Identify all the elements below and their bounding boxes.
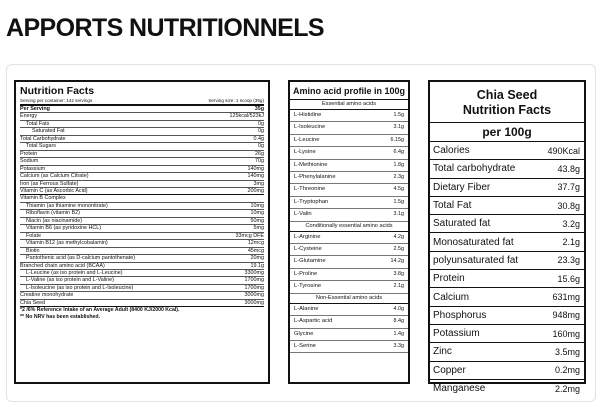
page-title: APPORTS NUTRITIONNELS bbox=[6, 14, 324, 42]
facts-row bbox=[20, 263, 264, 270]
amino-section-header: Essential amino acids bbox=[290, 100, 408, 110]
amino-row bbox=[290, 232, 408, 244]
chia-row bbox=[430, 380, 584, 397]
facts-value: 33mcg DFE bbox=[235, 232, 264, 239]
chia-row bbox=[430, 160, 584, 178]
facts-row bbox=[20, 188, 264, 195]
amino-value: 4.0g bbox=[393, 305, 404, 312]
facts-row bbox=[20, 285, 264, 292]
amino-row bbox=[290, 341, 408, 353]
chia-title-line2: Nutrition Facts bbox=[462, 103, 552, 117]
chia-row bbox=[430, 215, 584, 233]
amino-row bbox=[290, 269, 408, 281]
facts-row bbox=[20, 225, 264, 232]
chia-value: 490Kcal bbox=[547, 145, 580, 156]
amino-row bbox=[290, 147, 408, 159]
facts-label: Thiamin (as thiamine mononitrate) bbox=[26, 202, 108, 209]
amino-row bbox=[290, 160, 408, 172]
facts-label: Iron (as Ferrous Sulfate) bbox=[20, 180, 79, 187]
facts-label: Creatine monohydrate bbox=[20, 292, 74, 299]
amino-row bbox=[290, 304, 408, 316]
facts-row bbox=[20, 181, 264, 188]
amino-label: L-Arginine bbox=[294, 233, 321, 240]
facts-value: 200mg bbox=[247, 187, 264, 194]
chia-label: Protein bbox=[433, 273, 465, 285]
amino-value: 3.1g bbox=[393, 211, 404, 218]
amino-label: L-Phenylalanine bbox=[294, 174, 336, 181]
facts-row bbox=[20, 300, 264, 307]
amino-row bbox=[290, 110, 408, 122]
amino-value: 2.5g bbox=[393, 246, 404, 253]
amino-label: L-Methionine bbox=[294, 161, 328, 168]
facts-row bbox=[20, 143, 264, 150]
facts-label: Per Serving bbox=[20, 106, 50, 112]
facts-row bbox=[20, 218, 264, 225]
facts-value: 70g bbox=[255, 158, 264, 165]
amino-value: 1.8g bbox=[393, 161, 404, 168]
chia-seed-rows bbox=[430, 142, 584, 397]
chia-label: Monosaturated fat bbox=[433, 236, 514, 248]
facts-label: Biotin bbox=[26, 247, 40, 254]
amino-row bbox=[290, 281, 408, 293]
facts-label: Potassium bbox=[20, 165, 46, 172]
chia-label: Dietary Fiber bbox=[433, 181, 491, 193]
chia-row bbox=[430, 142, 584, 160]
facts-label: Vitamin C (as Ascorbic Acid) bbox=[20, 187, 88, 194]
facts-label: Total Sugars bbox=[26, 143, 56, 150]
amino-value: 6.15g bbox=[390, 136, 404, 143]
nutrition-facts-rows bbox=[20, 106, 264, 307]
chia-row bbox=[430, 288, 584, 306]
facts-value: 140mg bbox=[247, 165, 264, 172]
amino-label: L-Valin bbox=[294, 211, 312, 218]
amino-value: 14.2g bbox=[390, 258, 404, 265]
facts-value: 10mg bbox=[250, 210, 264, 217]
facts-value: 12mcg bbox=[247, 240, 264, 247]
chia-value: 23.3g bbox=[557, 255, 580, 266]
amino-value: 3.1g bbox=[393, 124, 404, 131]
amino-row bbox=[290, 122, 408, 134]
amino-label: L-Threonine bbox=[294, 186, 326, 193]
chia-value: 2.1g bbox=[562, 237, 580, 248]
chia-value: 3.2g bbox=[562, 218, 580, 229]
footnote-nrv: ** No NRV has been established. bbox=[20, 314, 101, 321]
amino-label: L-Isoleucine bbox=[294, 124, 326, 131]
amino-value: 1.5g bbox=[393, 112, 404, 118]
amino-label: L-Histidine bbox=[294, 112, 322, 118]
facts-value: 140mg bbox=[247, 173, 264, 180]
serving-size: Serving size: 1 scoop (35g) bbox=[208, 98, 264, 103]
chia-label: Potassium bbox=[433, 328, 480, 340]
amino-label: L-Alanine bbox=[294, 305, 319, 312]
facts-row bbox=[20, 240, 264, 247]
chia-value: 37.7g bbox=[557, 182, 580, 193]
amino-label: Glycine bbox=[294, 330, 314, 337]
chia-row bbox=[430, 197, 584, 215]
facts-label: L-Leucine (as iso protein and L-Leucine) bbox=[26, 269, 123, 276]
chia-label: Total carbohydrate bbox=[433, 163, 516, 175]
chia-label: Saturated fat bbox=[433, 218, 491, 230]
facts-row bbox=[20, 292, 264, 299]
amino-row bbox=[290, 172, 408, 184]
facts-label: L-Valine (as iso protein and L-Valine) bbox=[26, 277, 114, 284]
chia-value: 0.2mg bbox=[554, 365, 580, 376]
facts-value: 0.4g bbox=[253, 135, 264, 142]
nutrition-facts-panel bbox=[14, 80, 270, 384]
amino-label: L-Serine bbox=[294, 342, 316, 349]
chia-label: Calories bbox=[433, 145, 470, 157]
facts-label: Riboflavin (vitamin B2) bbox=[26, 210, 80, 217]
amino-row bbox=[290, 197, 408, 209]
amino-row bbox=[290, 244, 408, 256]
amino-label: L-Aspartic acid bbox=[294, 318, 333, 325]
amino-value: 4.5g bbox=[393, 186, 404, 193]
chia-value: 2.2mg bbox=[554, 383, 580, 394]
facts-label: Niacin (as niacinamide) bbox=[26, 217, 83, 224]
facts-label: Protein bbox=[20, 150, 38, 157]
amino-row bbox=[290, 135, 408, 147]
chia-value: 948mg bbox=[552, 310, 580, 321]
facts-value: 3300mg bbox=[244, 269, 264, 276]
amino-acid-panel bbox=[288, 80, 410, 384]
facts-value: 0g bbox=[258, 143, 264, 150]
amino-value: 3.3g bbox=[393, 342, 404, 349]
facts-value: 20mg bbox=[250, 255, 264, 262]
facts-label: L-Isoleucine (as iso protein and L-Isoleucine) bbox=[26, 284, 134, 291]
facts-label: Folate bbox=[26, 232, 41, 239]
facts-row bbox=[20, 151, 264, 158]
amino-row bbox=[290, 209, 408, 221]
facts-row bbox=[20, 255, 264, 262]
chia-value: 30.8g bbox=[557, 200, 580, 211]
amino-section-header: Conditionally essential amino acids bbox=[290, 222, 408, 232]
amino-row bbox=[290, 184, 408, 196]
facts-value: 1700mg bbox=[244, 284, 264, 291]
amino-value: 1.4g bbox=[393, 330, 404, 337]
facts-row bbox=[20, 113, 264, 120]
facts-row bbox=[20, 203, 264, 210]
facts-row bbox=[20, 248, 264, 255]
amino-value: 1.5g bbox=[393, 198, 404, 205]
chia-label: Manganese bbox=[433, 383, 486, 394]
facts-label: Vitamin B6 (as pyridoxine HCL) bbox=[26, 225, 102, 232]
facts-label: Total Carbohydrate bbox=[20, 135, 66, 142]
serving-info bbox=[20, 97, 264, 106]
chia-seed-title bbox=[430, 82, 584, 122]
facts-value: 5mg bbox=[253, 225, 264, 232]
amino-label: L-Tryptophan bbox=[294, 198, 329, 205]
chia-per-100g: per 100g bbox=[430, 122, 584, 142]
facts-value: 45mcg bbox=[247, 247, 264, 254]
chia-row bbox=[430, 343, 584, 361]
amino-label: L-Proline bbox=[294, 270, 318, 277]
facts-label: Branched chain amino acid (BCAA) bbox=[20, 262, 105, 269]
facts-label: Vitamin B Complex bbox=[20, 195, 66, 202]
facts-row bbox=[20, 277, 264, 284]
facts-label: Total Fats bbox=[26, 120, 50, 127]
amino-value: 4.2g bbox=[393, 233, 404, 240]
facts-value: 19.1g bbox=[250, 262, 264, 269]
chia-row bbox=[430, 362, 584, 380]
chia-row bbox=[430, 252, 584, 270]
amino-value: 6.4g bbox=[393, 149, 404, 156]
chia-value: 43.8g bbox=[557, 163, 580, 174]
amino-value: 2.1g bbox=[393, 283, 404, 290]
facts-label: Pantothenic acid (as D-calcium pantothenate) bbox=[26, 255, 136, 262]
facts-label: Saturated Fat bbox=[32, 128, 65, 135]
amino-value: 2.3g bbox=[393, 174, 404, 181]
facts-row bbox=[20, 158, 264, 165]
facts-label: Energy bbox=[20, 113, 38, 120]
chia-seed-panel bbox=[428, 80, 586, 394]
facts-label: Chia Seed bbox=[20, 299, 46, 306]
facts-label: Sodium bbox=[20, 158, 39, 165]
chia-label: Phosphorus bbox=[433, 309, 487, 321]
chia-row bbox=[430, 233, 584, 251]
chia-row bbox=[430, 307, 584, 325]
chia-value: 160mg bbox=[552, 328, 580, 339]
amino-row bbox=[290, 256, 408, 268]
amino-row bbox=[290, 316, 408, 328]
facts-value: 50mg bbox=[250, 217, 264, 224]
nutrition-facts-title: Nutrition Facts bbox=[20, 85, 95, 97]
facts-label: Calcium (as Calcium Citrate) bbox=[20, 173, 89, 180]
chia-value: 15.6g bbox=[557, 273, 580, 284]
chia-label: Zinc bbox=[433, 346, 452, 358]
facts-row bbox=[20, 121, 264, 128]
facts-value: 0g bbox=[258, 128, 264, 135]
amino-value: 3.8g bbox=[393, 270, 404, 277]
chia-value: 3.5mg bbox=[554, 346, 580, 357]
facts-value: 3000mg bbox=[244, 299, 264, 306]
chia-label: polyunsaturated fat bbox=[433, 254, 519, 266]
amino-label: L-Lysine bbox=[294, 149, 316, 156]
amino-acid-rows bbox=[290, 100, 408, 353]
chia-label: Calcium bbox=[433, 291, 470, 303]
facts-row bbox=[20, 270, 264, 277]
facts-value: 10mg bbox=[250, 202, 264, 209]
facts-row bbox=[20, 233, 264, 240]
facts-label: Vitamin B12 (as methylcobalamin) bbox=[26, 240, 108, 247]
chia-label: Total Fat bbox=[433, 200, 472, 212]
chia-label: Copper bbox=[433, 364, 466, 376]
facts-value: 3000mg bbox=[244, 292, 264, 299]
chia-title-line1: Chia Seed bbox=[476, 88, 538, 102]
facts-row bbox=[20, 128, 264, 135]
amino-label: L-Glutamine bbox=[294, 258, 326, 265]
facts-value: 26g bbox=[255, 150, 264, 157]
amino-value: 8.4g bbox=[393, 318, 404, 325]
facts-value: 35g bbox=[254, 106, 264, 112]
facts-value: 1700mg bbox=[244, 277, 264, 284]
servings-per-container: Serving per container: 142 servings bbox=[20, 98, 93, 103]
amino-row bbox=[290, 329, 408, 341]
chia-value: 631mg bbox=[552, 292, 580, 303]
amino-acid-title: Amino acid profile in 100g bbox=[290, 82, 408, 100]
facts-row bbox=[20, 136, 264, 143]
chia-row bbox=[430, 270, 584, 288]
footnote-reference: *2 /6% Reference Intake of an Average Adult (8400 KJ/2000 Kcal). bbox=[20, 307, 180, 314]
facts-row bbox=[20, 173, 264, 180]
amino-label: L-Cysteine bbox=[294, 246, 322, 253]
facts-value: 125kcal/523kJ bbox=[229, 113, 264, 120]
chia-row bbox=[430, 325, 584, 343]
chia-row bbox=[430, 179, 584, 197]
facts-row bbox=[20, 195, 264, 202]
amino-section-header: Non-Essential amino acids bbox=[290, 294, 408, 304]
facts-row bbox=[20, 210, 264, 217]
facts-row bbox=[20, 166, 264, 173]
facts-value: 3mg bbox=[253, 180, 264, 187]
amino-label: L-Tyrosine bbox=[294, 283, 322, 290]
facts-value: 0g bbox=[258, 120, 264, 127]
facts-row bbox=[20, 106, 264, 113]
amino-label: L-Leucine bbox=[294, 136, 320, 143]
